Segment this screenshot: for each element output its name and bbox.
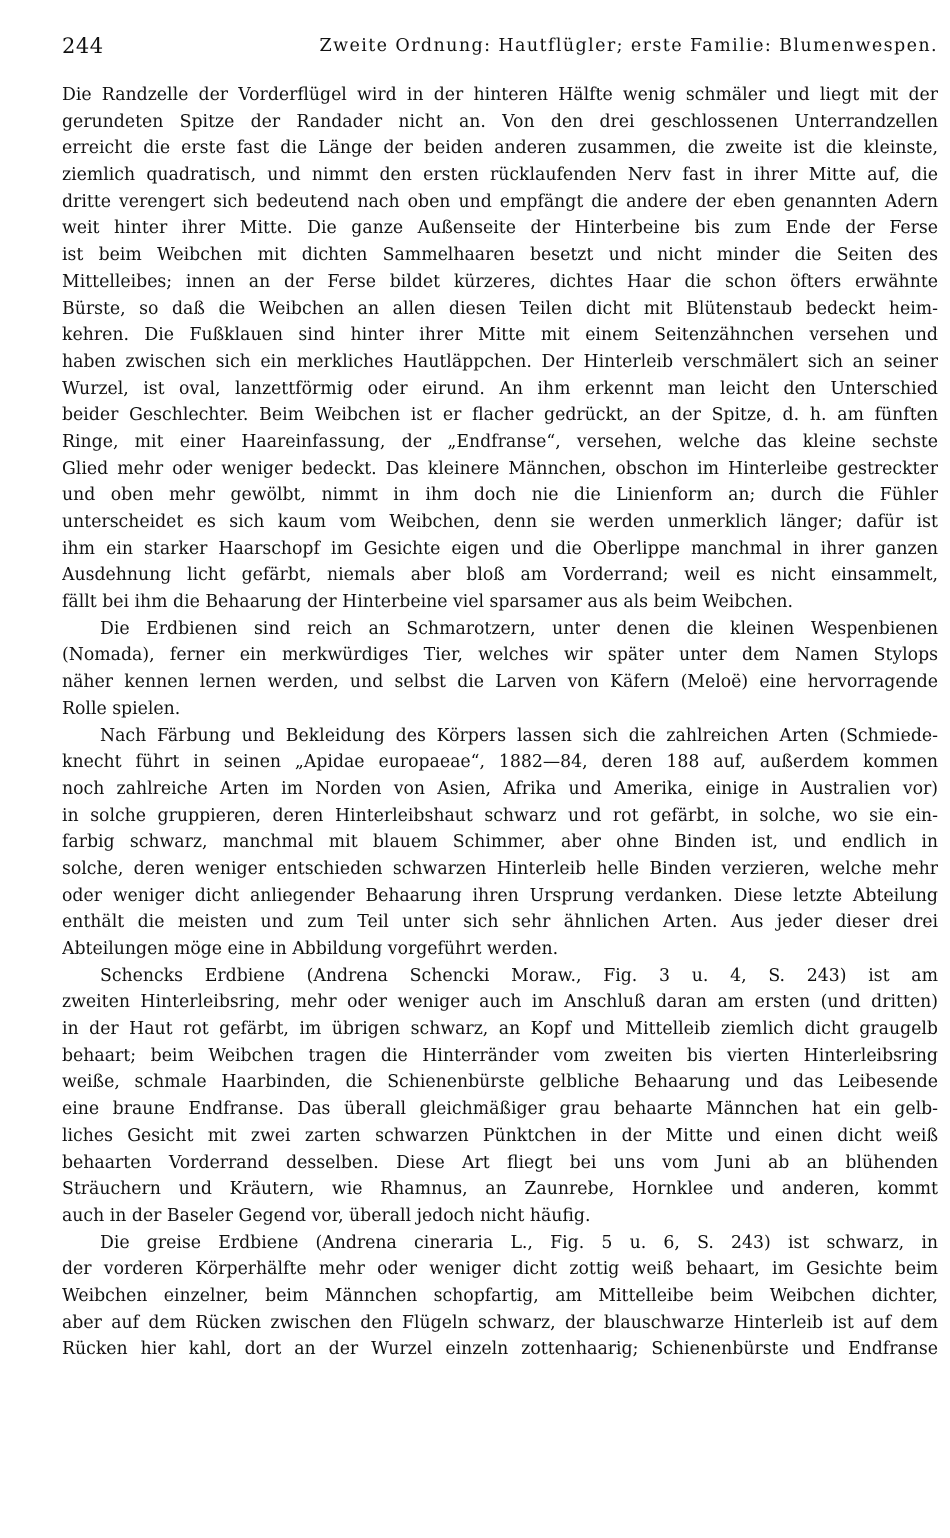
text-line: Ringe, mit einer Haareinfassung, der „Endfranse“, versehen, welche das kleine sechste <box>62 431 938 452</box>
text-line: oder weniger dicht anliegender Behaarung ihren Ursprung verdanken. Diese letzte Abteilung <box>62 885 938 906</box>
text-line: Die greise Erdbiene (Andrena cineraria L., Fig. 5 u. 6, S. 243) ist schwarz, in <box>100 1232 938 1253</box>
text-line: (Nomada), ferner ein merkwürdiges Tier, welches wir später unter dem Namen Stylops <box>62 645 938 666</box>
page-header <box>62 34 938 64</box>
text-line: behaart; beim Weibchen tragen die Hinterränder vom zweiten bis vierten Hinterleibsring <box>62 1045 938 1066</box>
text-line: Weibchen einzelner, beim Männchen schopfartig, am Mittelleibe beim Weibchen dichter, <box>62 1285 938 1306</box>
text-line: fällt bei ihm die Behaarung der Hinterbeine viel sparsamer aus als beim Weibchen. <box>62 592 794 613</box>
text-line: kehren. Die Fußklauen sind hinter ihrer Mitte mit einem Seitenzähnchen versehen und <box>62 325 938 346</box>
text-line: Bürste, so daß die Weibchen an allen diesen Teilen dicht mit Blütenstaub bedeckt heim- <box>62 298 938 319</box>
text-line: gerundeten Spitze der Randader nicht an. Von den drei geschlossenen Unterrandzellen <box>62 111 938 132</box>
text-line: weit hinter ihrer Mitte. Die ganze Außenseite der Hinterbeine bis zum Ende der Ferse <box>62 218 938 239</box>
text-line: auch in der Baseler Gegend vor, überall jedoch nicht häufig. <box>62 1205 591 1226</box>
text-line: behaarten Vorderrand desselben. Diese Art fliegt bei uns vom Juni ab an blühenden <box>62 1152 938 1173</box>
text-line: Schencks Erdbiene (Andrena Schencki Moraw., Fig. 3 u. 4, S. 243) ist am <box>100 965 938 986</box>
text-line: ist beim Weibchen mit dichten Sammelhaaren besetzt und nicht minder die Seiten des <box>62 245 938 266</box>
text-line: Die Randzelle der Vorderflügel wird in der hinteren Hälfte wenig schmäler und liegt mit der <box>62 85 938 105</box>
text-line: näher kennen lernen werden, und selbst die Larven von Käfern (Meloë) eine hervorragende <box>62 672 938 693</box>
text-line: solche, deren weniger entschieden schwarzen Hinterleib helle Binden verzieren, welche mehr <box>62 858 938 879</box>
text-line: Rolle spielen. <box>62 698 181 719</box>
text-line: Die Erdbienen sind reich an Schmarotzern, unter denen die kleinen Wespenbienen <box>100 618 938 639</box>
text-line: Wurzel, ist oval, lanzettförmig oder eirund. An ihm erkennt man leicht den Unterschied <box>62 378 938 399</box>
page-number: 244 <box>62 34 104 58</box>
text-line: Ausdehnung licht gefärbt, niemals aber bloß am Vorderrand; weil es nicht einsammelt, <box>62 565 938 586</box>
text-line: unterscheidet es sich kaum vom Weibchen, denn sie werden unmerklich länger; dafür ist <box>62 512 938 532</box>
text-line: noch zahlreiche Arten im Norden von Asien, Afrika und Amerika, einige in Australien vor) <box>62 778 938 799</box>
text-line: und oben mehr gewölbt, nimmt in ihm doch nie die Linienform an; durch die Fühler <box>62 485 938 506</box>
text-line: farbig schwarz, manchmal mit blauem Schimmer, aber ohne Binden ist, und endlich in <box>62 832 938 853</box>
text-line: knecht führt in seinen „Apidae europaeae“, 1882—84, deren 188 auf, außerdem kommen <box>62 752 938 773</box>
text-line: liches Gesicht mit zwei zarten schwarzen Pünktchen in der Mitte und einen dicht weiß <box>62 1125 938 1146</box>
text-line: in der Haut rot gefärbt, im übrigen schwarz, an Kopf und Mittelleib ziemlich dicht graugelb <box>62 1019 938 1040</box>
text-line: Abteilungen möge eine in Abbildung vorgeführt werden. <box>62 939 559 959</box>
text-line: haben zwischen sich ein merkliches Hautläppchen. Der Hinterleib verschmälert sich an seiner <box>62 351 938 372</box>
text-line: enthält die meisten und zum Teil unter sich sehr ähnlichen Arten. Aus jeder dieser drei <box>62 912 938 933</box>
text-line: Rücken hier kahl, dort an der Wurzel einzeln zottenhaarig; Schienenbürste und Endfranse <box>62 1339 938 1360</box>
text-line: eine braune Endfranse. Das überall gleichmäßiger grau behaarte Männchen hat ein gelb- <box>62 1099 938 1120</box>
text-line: beider Geschlechter. Beim Weibchen ist er flacher gedrückt, an der Spitze, d. h. am fünften <box>62 405 938 426</box>
text-line: Glied mehr oder weniger bedeckt. Das kleinere Männchen, obschon im Hinterleibe gestreckter <box>62 458 938 479</box>
text-line: dritte verengert sich bedeutend nach oben und empfängt die andere der eben genannten Adern <box>62 191 938 212</box>
text-line: ziemlich quadratisch, und nimmt den ersten rücklaufenden Nerv fast in ihrer Mitte auf, die <box>62 165 938 186</box>
text-line: aber auf dem Rücken zwischen den Flügeln schwarz, der blauschwarze Hinterleib ist auf dem <box>62 1312 938 1333</box>
text-line: zweiten Hinterleibsring, mehr oder weniger auch im Anschluß daran am ersten (und dritten) <box>62 992 938 1013</box>
text-line: in solche gruppieren, deren Hinterleibshaut schwarz und rot gefärbt, in solche, wo sie ein- <box>62 805 938 826</box>
text-line: Sträuchern und Kräutern, wie Rhamnus, an Zaunrebe, Hornklee und anderen, kommt <box>62 1179 938 1200</box>
text-line: Nach Färbung und Bekleidung des Körpers lassen sich die zahlreichen Arten (Schmiede- <box>100 725 938 746</box>
body-text <box>62 82 938 1363</box>
text-line: weiße, schmale Haarbinden, die Schienenbürste gelbliche Behaarung und das Leibesende <box>62 1072 938 1093</box>
text-line: ihm ein starker Haarschopf im Gesichte eigen und die Oberlippe manchmal in ihrer ganzen <box>62 538 938 559</box>
text-line: Mittelleibes; innen an der Ferse bildet kürzeres, dichtes Haar die schon öfters erwähnte <box>62 271 938 292</box>
text-line: erreicht die erste fast die Länge der beiden anderen zusammen, die zweite ist die kleinste, <box>62 138 938 159</box>
text-line: der vorderen Körperhälfte mehr oder weniger dicht zottig weiß behaart, im Gesichte beim <box>62 1259 938 1280</box>
running-head: Zweite Ordnung: Hautflügler; erste Familie: Blumenwespen. <box>319 36 938 56</box>
